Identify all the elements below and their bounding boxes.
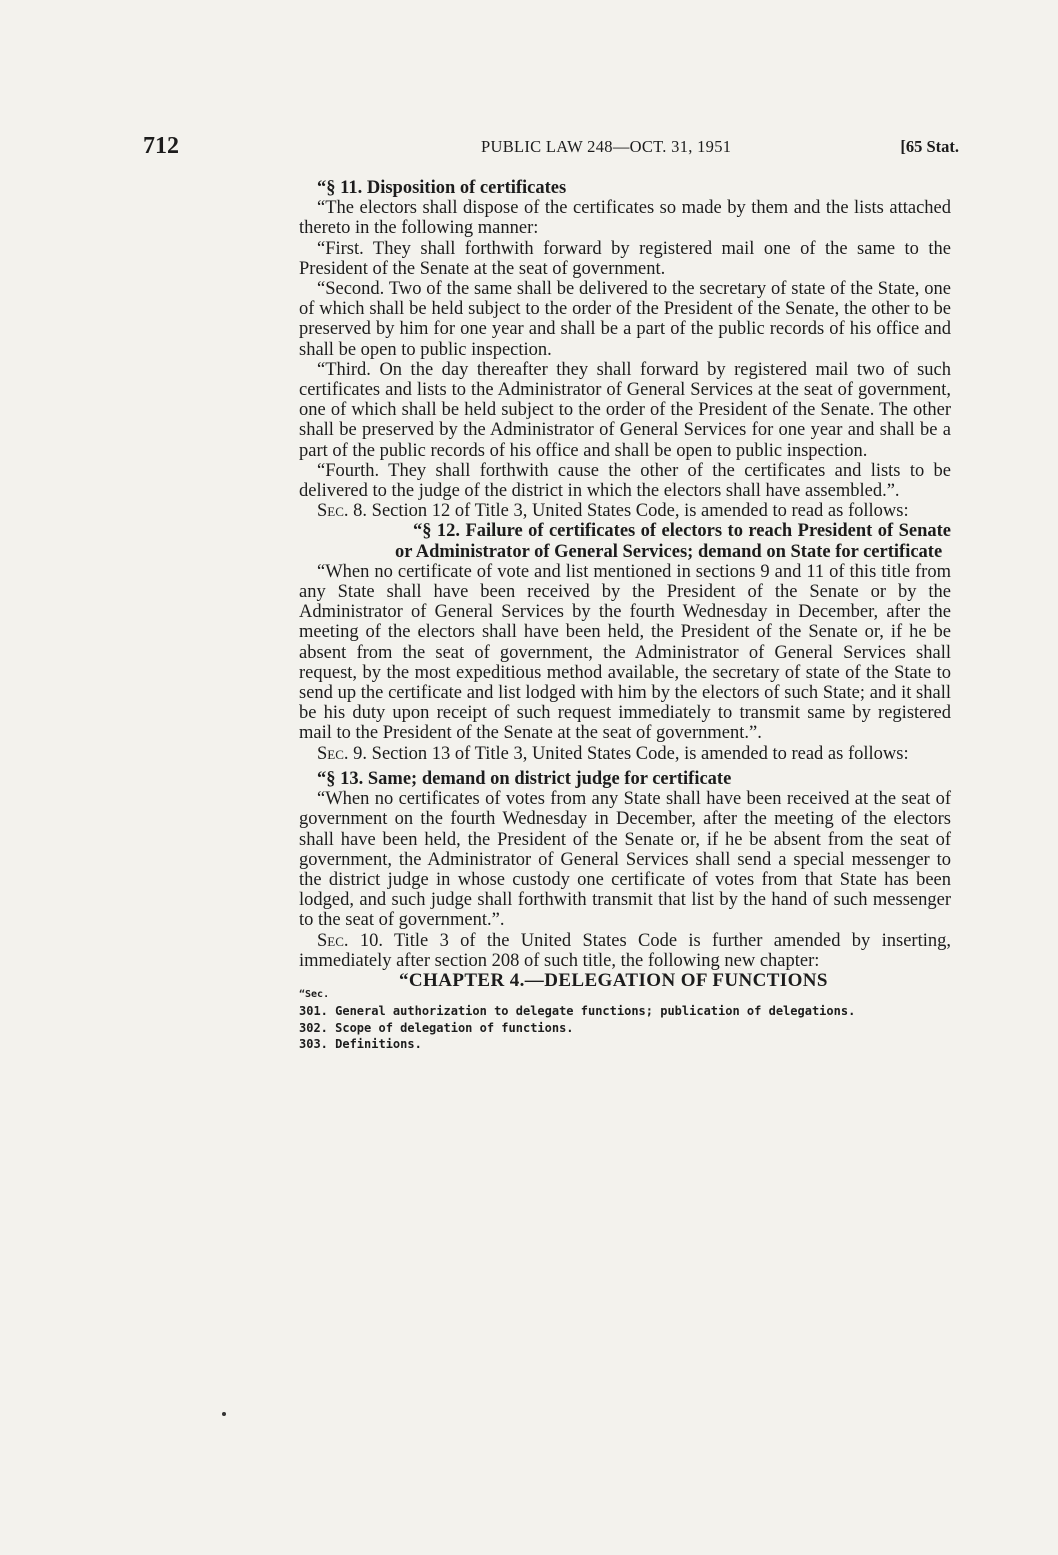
- toc-item: 301. General authorization to delegate functions; publication of delegations.: [299, 1004, 856, 1019]
- page-number: 712: [143, 133, 179, 159]
- section-12-heading: “§ 12. Failure of certificates of electors to reach President of Senate or Administrator of General Services; demand on State for certificate: [395, 521, 951, 562]
- toc-item: 303. Definitions.: [299, 1037, 422, 1052]
- section-11-paragraph: “The electors shall dispose of the certificates so made by them and the lists attached thereto in the following manner:: [299, 198, 951, 239]
- ink-speck: [222, 1412, 226, 1416]
- sec-10-text: 10. Title 3 of the United States Code is further amended by inserting, immediately after section 208 of such title, the following new chapter:: [299, 930, 951, 971]
- chapter-toc: [299, 1003, 951, 1053]
- section-13-paragraph: “When no certificates of votes from any State shall have been received at the seat of government on the fourth Wednesday in December, after the meeting of the electors shall have been held, the President of the Senate or, if he be absent from the seat of government, the Administrator of General Services shall send a special messenger to the district judge in whose custody one certificate of votes from that State has been lodged, and such judge shall forthwith transmit that list by the hand of such messenger to the seat of government.”.: [299, 789, 951, 931]
- toc-item: 302. Scope of delegation of functions.: [299, 1020, 574, 1035]
- section-11-paragraph: “Fourth. They shall forthwith cause the other of the certificates and lists to be delivered to the judge of the district in which the electors shall have assembled.”.: [299, 460, 951, 502]
- sec-9-text: 9. Section 13 of Title 3, United States Code, is amended to read as follows:: [348, 743, 909, 764]
- sec-8-label: Sec.: [317, 501, 349, 522]
- section-11-paragraph: “First. They shall forthwith forward by registered mail one of the same to the President of the Senate at the seat of government.: [299, 238, 951, 279]
- running-head: PUBLIC LAW 248—OCT. 31, 1951: [481, 137, 732, 156]
- section-11-heading: “§ 11. Disposition of certificates: [317, 178, 567, 198]
- sec-10-paragraph: [299, 931, 951, 971]
- sec-9-paragraph: [299, 744, 951, 764]
- section-13-heading: “§ 13. Same; demand on district judge for certificate: [317, 768, 732, 789]
- sec-8-paragraph: [299, 501, 951, 521]
- sec-9-label: Sec.: [317, 743, 349, 764]
- sec-10-label: Sec.: [317, 930, 349, 951]
- toc-sec-label: “Sec.: [299, 989, 330, 1001]
- sec-8-text: 8. Section 12 of Title 3, United States Code, is amended to read as follows:: [348, 501, 909, 522]
- section-12-paragraph: “When no certificate of vote and list mentioned in sections 9 and 11 of this title from any State shall have been received by the President of the Senate or by the Administrator of General Services by the fourth Wednesday in December, after the meeting of the electors shall have been held, the President of the Senate or, if he be absent from the seat of government, the Administrator of General Services shall request, by the most expeditious method available, the secretary of state of the State to send up the certificate and list lodged with him by the electors of such State; and it shall be his duty upon receipt of such request immediately to transmit same by registered mail to the President of the Senate at the seat of government.”.: [299, 561, 951, 744]
- volume-citation: [65 Stat.: [900, 137, 959, 156]
- section-11-paragraph: “Second. Two of the same shall be delivered to the secretary of state of the State, one of which shall be held subject to the order of the President of the Senate, the other to be preserved by him for one year and shall be a part of the public records of his office and shall be open to public inspection.: [299, 279, 951, 360]
- body-text: [299, 178, 951, 1053]
- chapter-title: “CHAPTER 4.—DELEGATION OF FUNCTIONS: [399, 969, 828, 991]
- section-11-paragraph: “Third. On the day thereafter they shall forward by registered mail two of such certificates and lists to the Administrator of General Services at the seat of government, one of which shall be held subject to the order of the President of the Senate. The other shall be preserved by the Administrator of General Services for one year and shall be a part of the public records of his office and shall be open to public inspection.: [299, 359, 951, 461]
- page-header: [143, 133, 963, 161]
